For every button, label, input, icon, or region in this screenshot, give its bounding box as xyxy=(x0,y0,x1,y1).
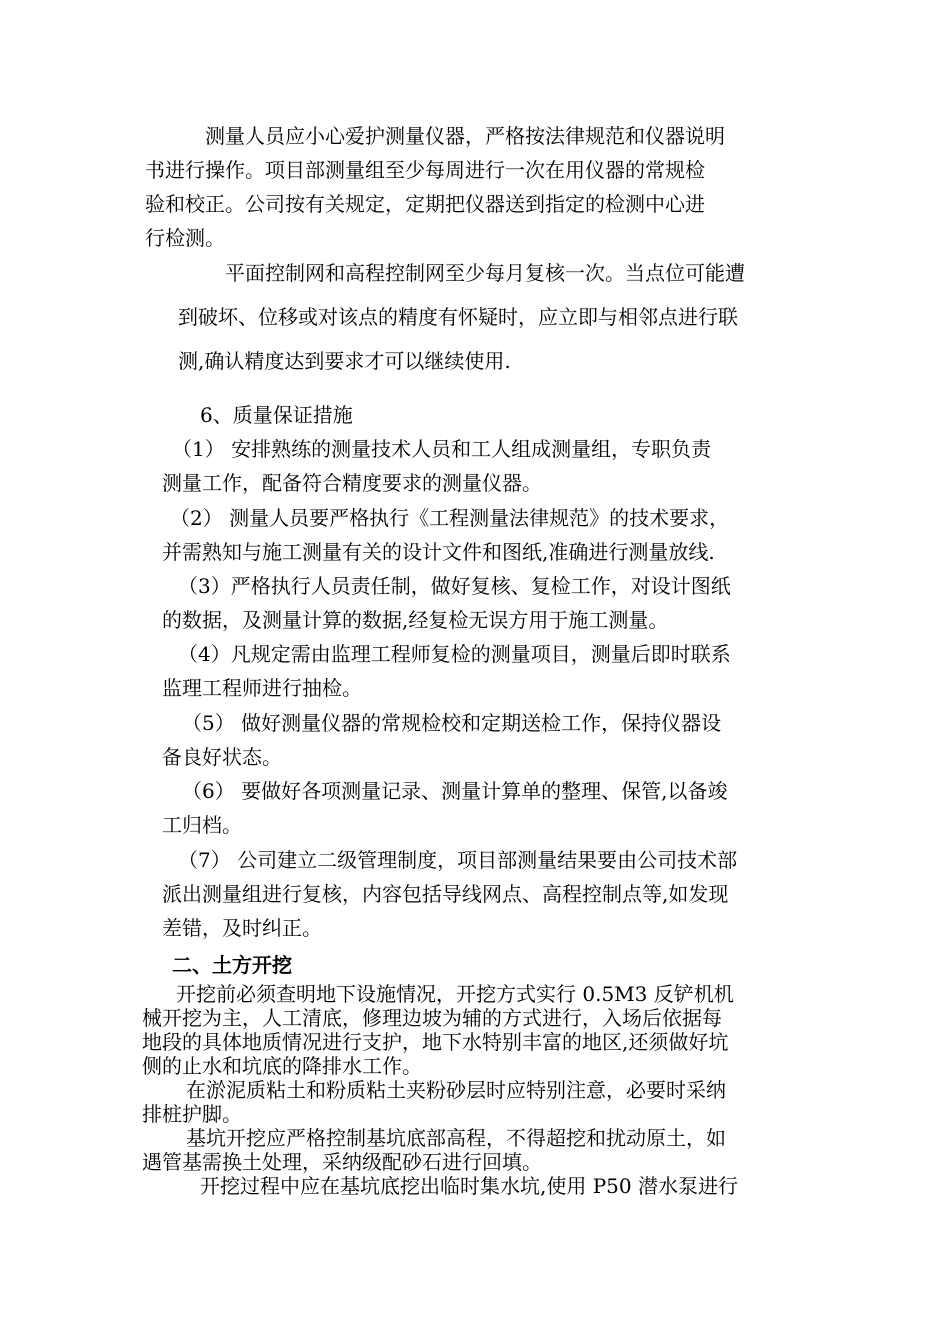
paragraph-line: 地段的具体地质情况进行支护，地下水特别丰富的地区,还须做好坑 xyxy=(142,1030,729,1054)
list-item-line: （7） 公司建立二级管理制度，项目部测量结果要由公司技术部 xyxy=(178,848,738,872)
paragraph-line: 在淤泥质粘土和粉质粘土夹粉砂层时应特别注意，必要时采纳 xyxy=(186,1078,726,1102)
list-item-line: （5） 做好测量仪器的常规检校和定期送检工作，保持仪器设 xyxy=(182,711,722,735)
list-item-line: 监理工程师进行抽检。 xyxy=(162,676,362,700)
paragraph-line: 行检测。 xyxy=(145,226,225,250)
list-item-line: （6） 要做好各项测量记录、测量计算单的整理、保管,以备竣 xyxy=(182,779,728,803)
paragraph-line: 测,确认精度达到要求才可以继续使用. xyxy=(178,349,511,373)
list-item-line: （2） 测量人员要严格执行《工程测量法律规范》的技术要求， xyxy=(170,506,730,530)
paragraph-line: 开挖前必须查明地下设施情况，开挖方式实行 0.5M3 反铲机机 xyxy=(176,982,734,1006)
paragraph-line: 验和校正。公司按有关规定，定期把仪器送到指定的检测中心进 xyxy=(145,192,705,216)
paragraph-line: 书进行操作。项目部测量组至少每周进行一次在用仪器的常规检 xyxy=(145,158,705,182)
list-item-line: 差错，及时纠正。 xyxy=(162,916,322,940)
paragraph-line: 平面控制网和高程控制网至少每月复核一次。当点位可能遭 xyxy=(225,261,745,285)
list-item-line: 测量工作，配备符合精度要求的测量仪器。 xyxy=(162,471,542,495)
paragraph-line: 测量人员应小心爱护测量仪器，严格按法律规范和仪器说明 xyxy=(205,124,725,148)
list-item-line: 备良好状态。 xyxy=(162,745,282,769)
list-item-line: （4）凡规定需由监理工程师复检的测量项目，测量后即时联系 xyxy=(178,642,731,666)
list-item-line: 工归档。 xyxy=(162,813,242,837)
paragraph-line: 侧的止水和坑底的降排水工作。 xyxy=(142,1054,422,1078)
paragraph-line: 械开挖为主，人工清底，修理边坡为辅的方式进行，入场后依据每 xyxy=(142,1006,722,1030)
paragraph-line: 开挖过程中应在基坑底挖出临时集水坑,使用 P50 潜水泵进行 xyxy=(200,1174,738,1198)
section-heading: 二、土方开挖 xyxy=(172,953,292,977)
list-item-line: （3）严格执行人员责任制，做好复核、复检工作，对设计图纸 xyxy=(178,574,731,598)
paragraph-line: 基坑开挖应严格控制基坑底部高程，不得超挖和扰动原土，如 xyxy=(186,1126,726,1150)
list-item-line: 并需熟知与施工测量有关的设计文件和图纸,准确进行测量放线. xyxy=(162,540,715,564)
paragraph-line: 到破坏、位移或对该点的精度有怀疑时，应立即与相邻点进行联 xyxy=(178,305,738,329)
list-item-line: 派出测量组进行复核，内容包括导线网点、高程控制点等,如发现 xyxy=(162,882,729,906)
list-item-line: （1） 安排熟练的测量技术人员和工人组成测量组，专职负责 xyxy=(172,437,712,461)
section-title: 6、质量保证措施 xyxy=(200,403,353,427)
list-item-line: 的数据，及测量计算的数据,经复检无误方用于施工测量。 xyxy=(162,608,669,632)
paragraph-line: 遇管基需换土处理，采纳级配砂石进行回填。 xyxy=(142,1150,542,1174)
paragraph-line: 排桩护脚。 xyxy=(142,1102,242,1126)
